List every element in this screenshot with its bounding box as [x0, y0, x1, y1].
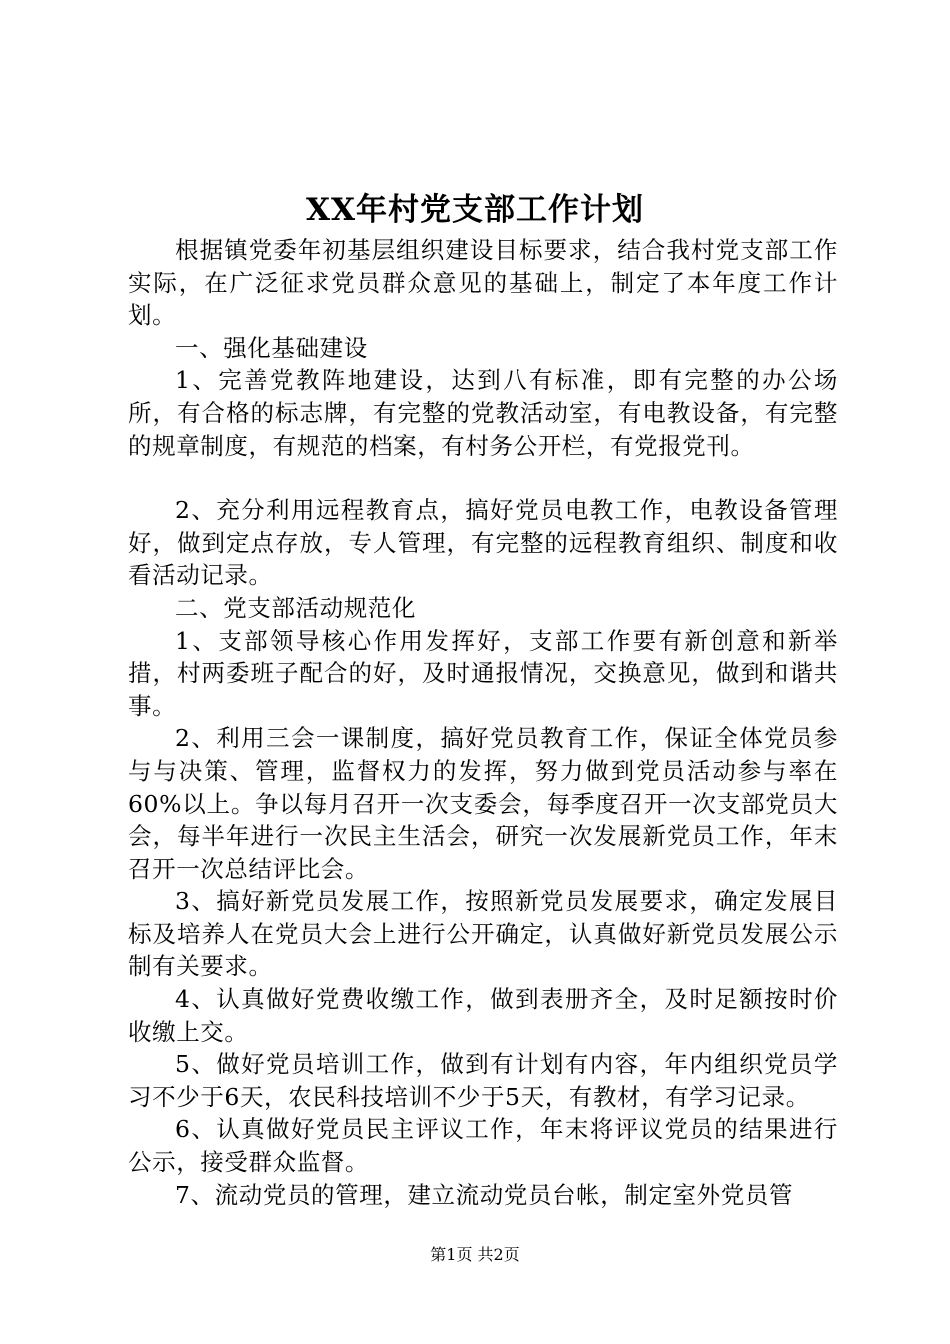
paragraph-2-2: 2、利用三会一课制度，搞好党员教育工作，保证全体党员参与与决策、管理，监督权力的发挥，努力做到党员活动参与率在60%以上。争以每月召开一次支委会，每季度召开一次支部党员大会，每半年进行一次民主生活会，研究一次发展新党员工作，年末召开一次总结评比会。 — [128, 724, 838, 883]
paragraph-1-1: 1、完善党教阵地建设，达到八有标准，即有完整的办公场所，有合格的标志牌，有完整的党教活动室，有电教设备，有完整的规章制度，有规范的档案，有村务公开栏，有党报党刊。 — [128, 366, 838, 460]
paragraph-2-3: 3、搞好新党员发展工作，按照新党员发展要求，确定发展目标及培养人在党员大会上进行公开确定，认真做好新党员发展公示制有关要求。 — [128, 887, 838, 981]
page-number-footer: 第1页 共2页 — [430, 1245, 520, 1264]
document-body — [128, 234, 838, 1211]
paragraph-2-6: 6、认真做好党员民主评议工作，年末将评议党员的结果进行公示，接受群众监督。 — [128, 1115, 838, 1177]
paragraph-2-7: 7、流动党员的管理，建立流动党员台帐，制定室外党员管 — [175, 1180, 794, 1209]
paragraph-2-4: 4、认真做好党费收缴工作，做到表册齐全，及时足额按时价收缴上交。 — [128, 985, 838, 1046]
intro-paragraph: 根据镇党委年初基层组织建设目标要求，结合我村党支部工作实际，在广泛征求党员群众意见的基础上，制定了本年度工作计划。 — [128, 236, 838, 330]
paragraph-2-5: 5、做好党员培训工作，做到有计划有内容，年内组织党员学习不少于6天，农民科技培训不少于5天，有教材，有学习记录。 — [128, 1050, 838, 1111]
section-heading-1: 一、强化基础建设 — [175, 333, 368, 362]
document-title: XX年村党支部工作计划 — [305, 192, 645, 228]
paragraph-2-1: 1、支部领导核心作用发挥好，支部工作要有新创意和新举措，村两委班子配合的好，及时通报情况，交换意见，做到和谐共事。 — [128, 626, 838, 720]
paragraph-1-2: 2、充分利用远程教育点，搞好党员电教工作，电教设备管理好，做到定点存放，专人管理，有完整的远程教育组织、制度和收看活动记录。 — [128, 496, 838, 590]
section-heading-2: 二、党支部活动规范化 — [175, 593, 416, 622]
